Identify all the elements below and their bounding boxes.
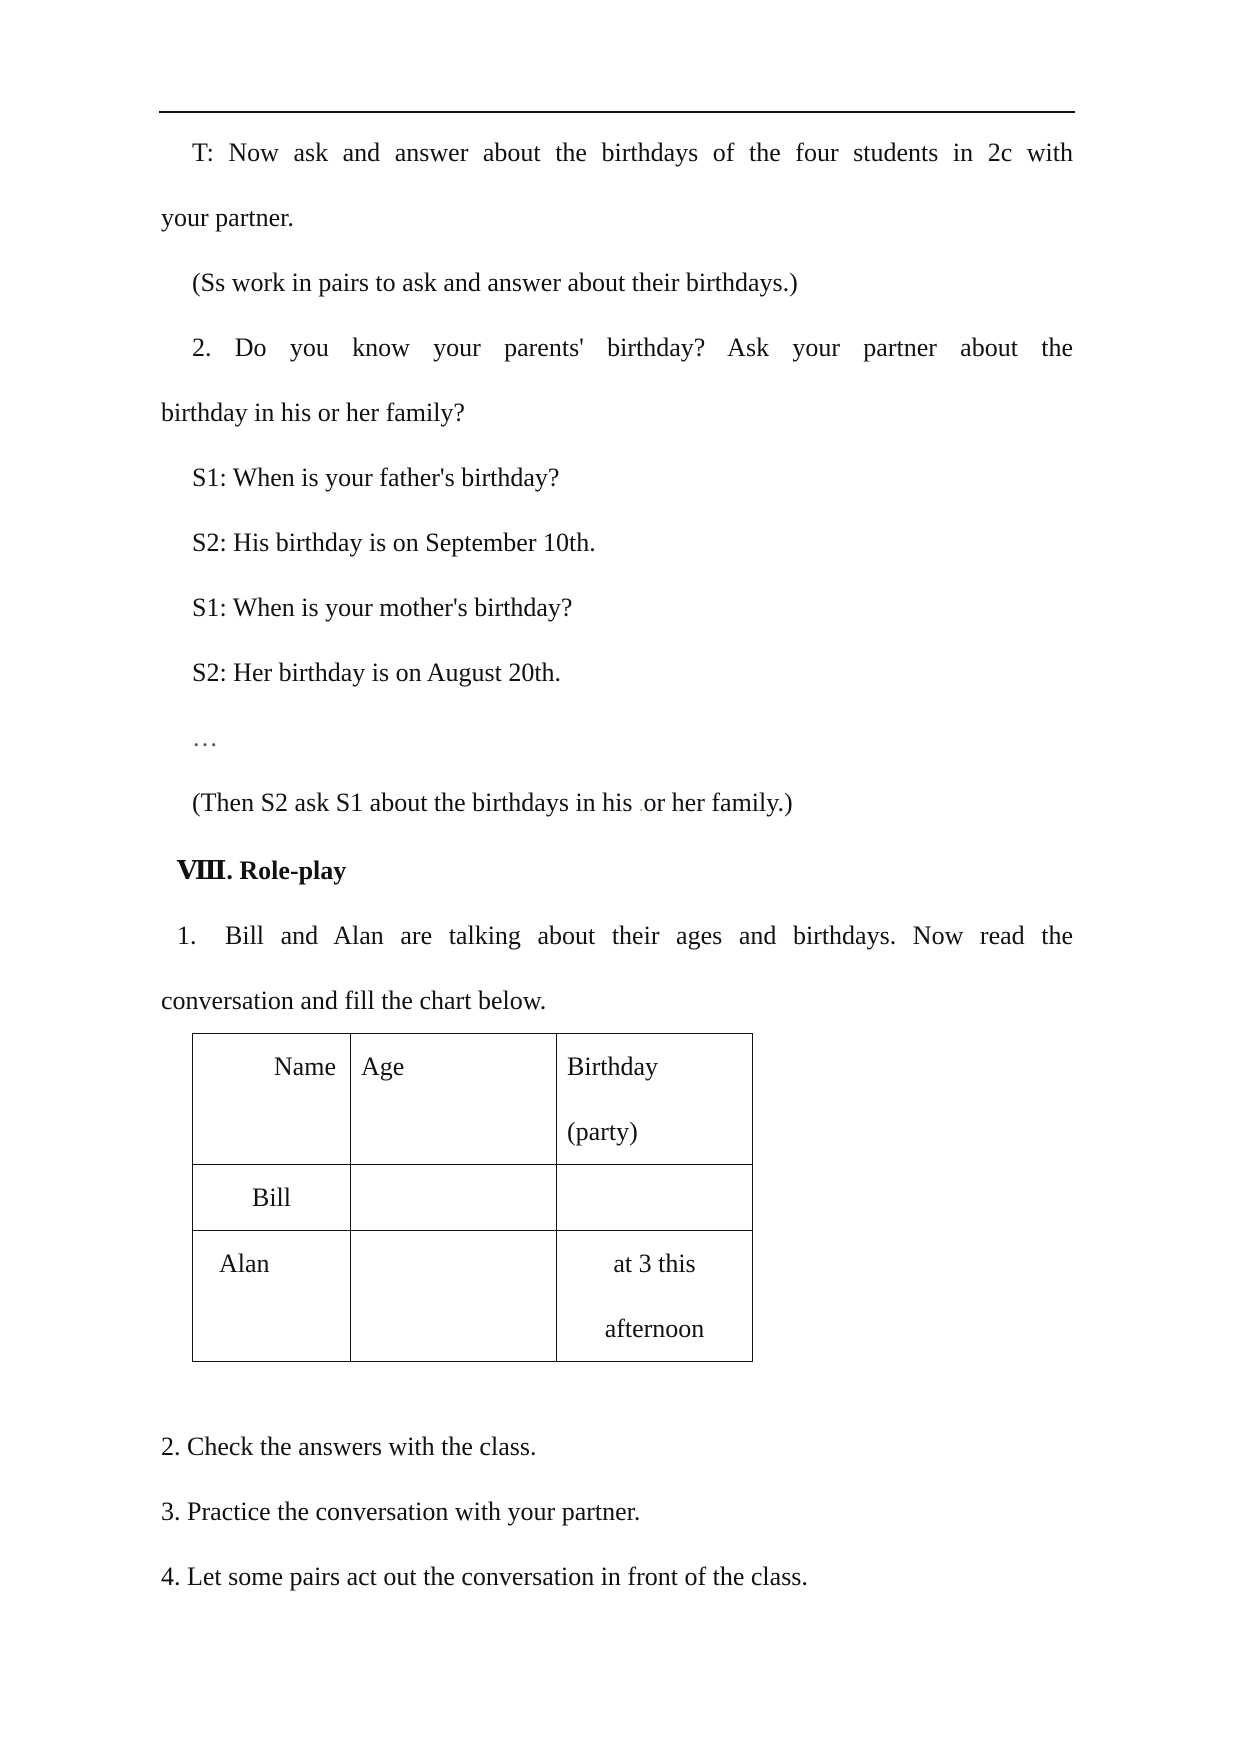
list-item-1-text: Bill and Alan are talking about their ages and birthdays. Now read the: [225, 921, 1073, 950]
table-header-row: [193, 1034, 753, 1165]
header-birthday-line1: Birthday: [567, 1052, 658, 1081]
paragraph-instruction-cont: your partner.: [161, 203, 294, 232]
cell-age: [351, 1231, 557, 1362]
paragraph-pairwork: (Ss work in pairs to ask and answer about their birthdays.): [192, 268, 798, 297]
header-age: Age: [351, 1034, 557, 1165]
dialogue-line: S2: Her birthday is on August 20th.: [192, 658, 562, 687]
paragraph-question: 2. Do you know your parents' birthday? Ask your partner about the: [192, 333, 1073, 362]
paragraph-then-end: or her family.): [643, 788, 793, 817]
section-heading: Ⅷ. Role-play: [177, 856, 347, 885]
list-item-1-cont: conversation and fill the chart below.: [161, 986, 547, 1015]
header-name: Name: [193, 1034, 351, 1165]
paragraph-then: [161, 770, 1073, 838]
ellipsis: …: [192, 723, 218, 752]
cell-birthday-line2: afternoon: [604, 1314, 705, 1343]
cell-age: [351, 1165, 557, 1231]
table-row: [193, 1165, 753, 1231]
header-birthday-line2: (party): [567, 1117, 638, 1146]
cell-birthday: [557, 1231, 753, 1362]
cell-name: Alan: [193, 1231, 351, 1362]
list-item-2: 2. Check the answers with the class.: [161, 1432, 537, 1461]
edit-mark: .: [639, 795, 644, 815]
list-item-3: 3. Practice the conversation with your partner.: [161, 1497, 641, 1526]
list-number: 1.: [177, 921, 197, 950]
cell-name: Bill: [193, 1165, 351, 1231]
dialogue-line: S2: His birthday is on September 10th.: [192, 528, 596, 557]
dialogue-line: S1: When is your mother's birthday?: [192, 593, 573, 622]
spacer: [161, 1362, 1073, 1414]
header-rule: [159, 111, 1075, 113]
paragraph-then-start: (Then S2 ask S1 about the birthdays in his: [192, 788, 640, 817]
list-item-4: 4. Let some pairs act out the conversation in front of the class.: [161, 1562, 808, 1591]
document-body: [161, 120, 1073, 1609]
cell-birthday: [557, 1165, 753, 1231]
paragraph-instruction: T: Now ask and answer about the birthdays of the four students in 2c with: [192, 138, 1073, 167]
list-item-1: [161, 903, 1073, 968]
paragraph-question-cont: birthday in his or her family?: [161, 398, 465, 427]
table-row: [193, 1231, 753, 1362]
header-birthday: [557, 1034, 753, 1165]
fill-chart: [192, 1033, 753, 1362]
cell-birthday-line1: at 3 this: [613, 1249, 696, 1278]
dialogue-line: S1: When is your father's birthday?: [192, 463, 560, 492]
